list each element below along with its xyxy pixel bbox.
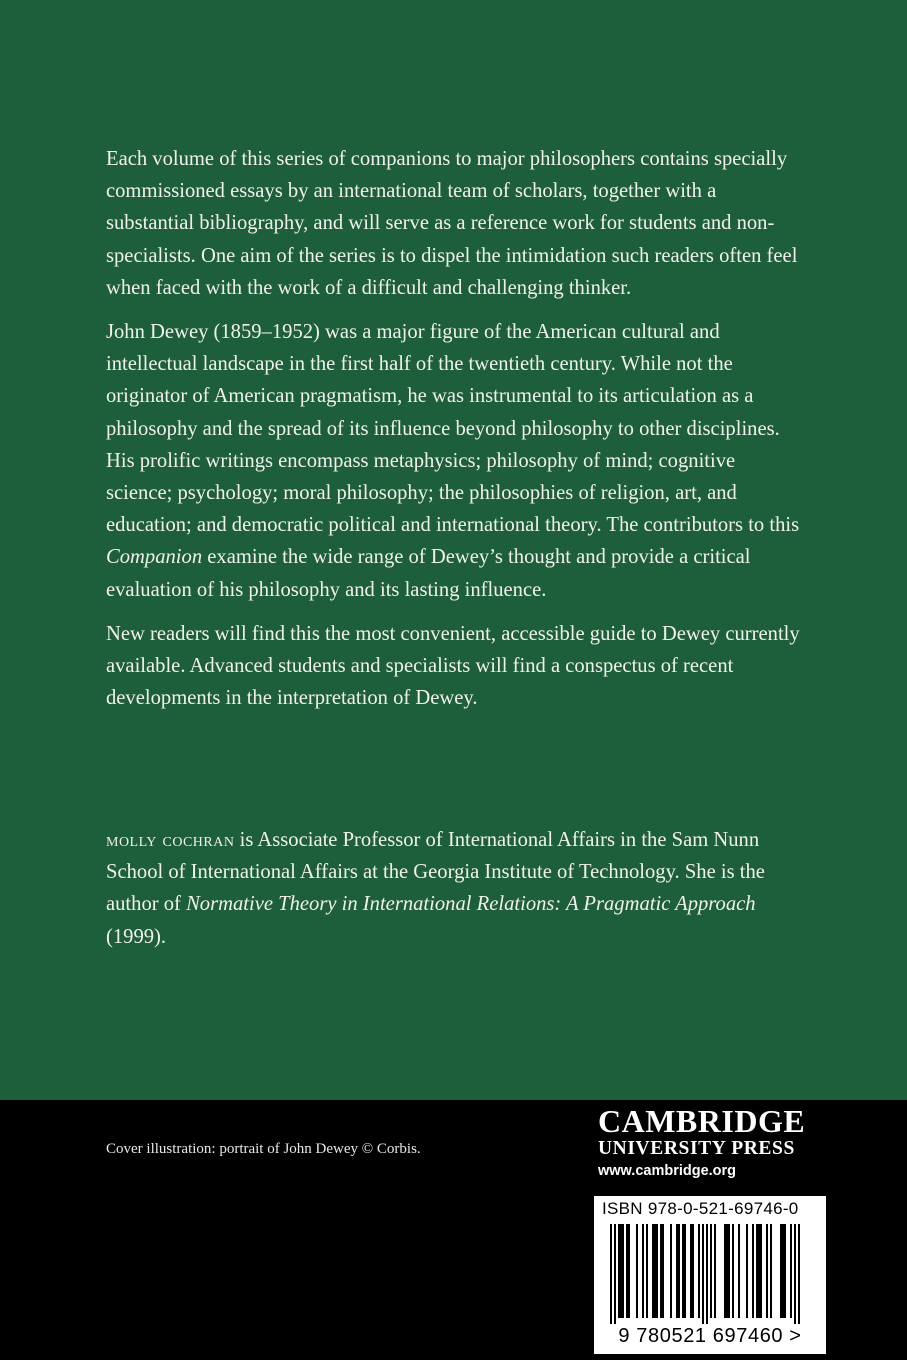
barcode-bar [678, 1224, 680, 1318]
author-book-title: Normative Theory in International Relations: A Pragmatic Approach [186, 893, 756, 916]
barcode-bar [732, 1224, 734, 1318]
barcode-bar [746, 1224, 748, 1318]
barcode-bar [752, 1224, 754, 1318]
blurb-paragraph-dewey [106, 316, 806, 606]
blurb-text-end: examine the wide range of Dewey’s thought and provide a critical evaluation of his philosophy and its lasting influence. [106, 546, 751, 601]
barcode-bar [692, 1224, 694, 1318]
barcode-bar [660, 1224, 662, 1318]
barcode-bar [782, 1224, 784, 1318]
author-name: molly cochran [106, 829, 235, 851]
barcode-bar [652, 1224, 654, 1318]
blurb-companion-italic: Companion [106, 546, 203, 569]
barcode-bar [702, 1224, 704, 1324]
barcode-bar [728, 1224, 730, 1318]
barcode-bar [610, 1224, 612, 1324]
author-bio-text: is Associate Professor of International Affairs in the Sam Nunn School of International Affairs at the Georgia Institute of Technology. She is the author of [106, 829, 765, 916]
barcode-bar [738, 1224, 740, 1318]
barcode-bar [780, 1224, 782, 1318]
barcode-bar [724, 1224, 726, 1318]
barcode-bar [684, 1224, 686, 1318]
barcode-bar [654, 1224, 656, 1318]
barcode-digits: 9 780521 697460 > [618, 1325, 802, 1347]
barcode-bar [682, 1224, 684, 1318]
barcode-bar [758, 1224, 760, 1318]
barcode-bar [714, 1224, 716, 1318]
blurb-paragraph-series: Each volume of this series of companions to major philosophers contains specially commissioned essays by an international team of scholars, together with a substantial bibliography, and will serve as a reference work for students and non-specialists. One aim of the series is to dispel the intimidation such readers often feel when faced with the work of a difficult and challenging thinker. [106, 148, 798, 299]
barcode-bar [798, 1224, 800, 1324]
barcode-bar [646, 1224, 648, 1318]
barcode-bar [626, 1224, 628, 1318]
barcode-bar [622, 1224, 624, 1318]
publisher-name: CAMBRIDGE [598, 1103, 806, 1139]
barcode-bar [670, 1224, 672, 1318]
barcode-bar [770, 1224, 772, 1318]
author-bio-end: (1999). [106, 925, 167, 948]
footer-band [0, 1100, 907, 1360]
barcode-bar [794, 1224, 796, 1324]
barcode-bar [710, 1224, 712, 1318]
barcode-bar [642, 1224, 644, 1318]
barcode-bar [766, 1224, 768, 1318]
barcode-panel [594, 1196, 826, 1354]
barcode-bar [662, 1224, 664, 1318]
barcode-bar [790, 1224, 792, 1318]
barcode [604, 1224, 816, 1324]
barcode-bar [690, 1224, 692, 1318]
barcode-bar [698, 1224, 700, 1318]
barcode-bar [676, 1224, 678, 1318]
publisher-subtitle: UNIVERSITY PRESS [598, 1138, 795, 1159]
publisher-url: www.cambridge.org [598, 1163, 737, 1179]
barcode-bar [706, 1224, 708, 1324]
barcode-bar [656, 1224, 658, 1318]
barcode-bar [726, 1224, 728, 1318]
barcode-bar [620, 1224, 622, 1318]
barcode-bar [760, 1224, 762, 1318]
barcode-bar [628, 1224, 630, 1318]
author-bio [106, 824, 806, 953]
blurb-paragraph-readers: New readers will find this the most convenient, accessible guide to Dewey currently available. Advanced students and specialists will find a conspectus of recent developments in the interpretation of Dewey. [106, 622, 800, 710]
isbn-label: ISBN 978-0-521-69746-0 [602, 1199, 799, 1218]
barcode-bar [636, 1224, 638, 1318]
blurb [106, 143, 806, 726]
blurb-text: John Dewey (1859–1952) was a major figure of the American cultural and intellectual landscape in the first half of the twentieth century. While not the originator of American pragmatism, he was instrumental to its articulation as a philosophy and the spread of its influence beyond philosophy to other disciplines. His prolific writings encompass metaphysics; philosophy of mind; cognitive science; psychology; moral philosophy; the philosophies of religion, art, and education; and democratic political and international theory. The contributors to this [106, 321, 800, 537]
barcode-bar [618, 1224, 620, 1318]
publisher-logo [598, 1104, 826, 1182]
barcode-bar [784, 1224, 786, 1318]
barcode-bar [614, 1224, 616, 1324]
barcode-bar [756, 1224, 758, 1318]
cover-credit: Cover illustration: portrait of John Dewey © Corbis. [106, 1141, 421, 1157]
